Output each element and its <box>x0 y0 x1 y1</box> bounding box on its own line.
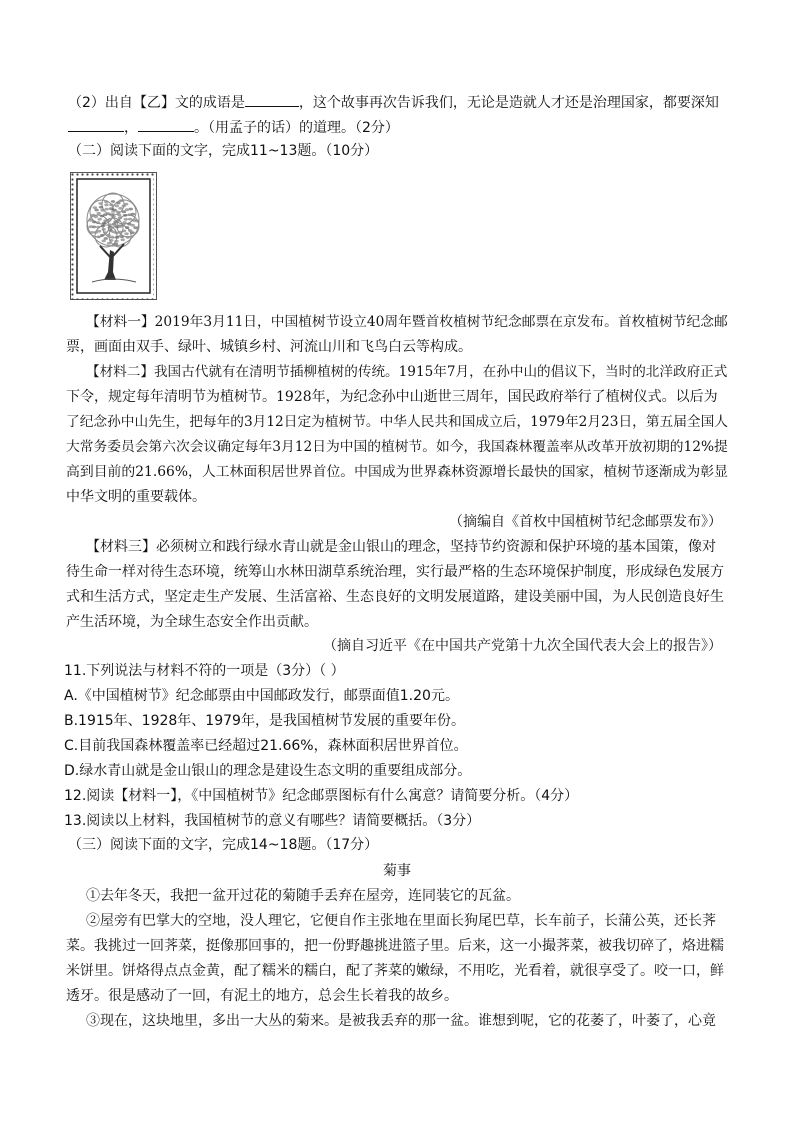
tree-leaf <box>124 203 128 206</box>
material3-line: 【材料三】必须树立和践行绿水青山就是金山银山的理念，坚持节约资源和保护环境的基本国策，像对 <box>86 539 716 555</box>
tree-stamp-image <box>70 172 157 300</box>
tree-leaf <box>116 202 120 205</box>
tree-leaf <box>106 234 110 237</box>
tree-leaf <box>97 212 101 215</box>
tree-leaf <box>103 213 107 216</box>
tree-leaf <box>107 219 111 222</box>
tree-leaf <box>124 232 128 235</box>
story-line: 菜。我挑过一回荠菜，挺像那回事的，把一份野趣挑进篮子里。后来，这一小撮荠菜，被我切碎了，烙进糯 <box>66 938 724 954</box>
material3-line: 产生活环境，为全球生态安全作出贡献。 <box>66 614 318 630</box>
material2-line: 了纪念孙中山先生，把每年的3月12日定为植树节。中华人民共和国成立后，1979年2月23日，第五届全国人 <box>66 414 728 430</box>
tree-leaf <box>96 226 100 229</box>
tree-leaf <box>122 210 126 213</box>
tree-leaf <box>129 208 133 211</box>
tree-leaf <box>104 201 108 204</box>
material2-line: 下令，规定每年清明节为植树节。1928年，为纪念孙中山逝世三周年，国民政府举行了植树仪式。以后为 <box>66 389 718 405</box>
story-paragraph: ②屋旁有巴掌大的空地，没人理它，它便自作主张地在里面长狗尾巴草，长车前子，长蒲公英，还长荠 <box>86 913 716 929</box>
tree-leaf <box>121 238 125 241</box>
tree-leaf <box>116 219 120 222</box>
tree-leaf <box>96 236 100 239</box>
tree-leaf <box>96 221 100 224</box>
tree-leaf <box>107 242 111 245</box>
material3-line: 待生命一样对待生态环境，统筹山水林田湖草系统治理，实行最严格的生态环境保护制度，形成绿色发展方 <box>66 564 724 580</box>
tree-leaf <box>118 216 122 219</box>
tree-leaf <box>102 222 106 225</box>
tree-leaf <box>105 208 109 211</box>
tree-leaf <box>128 218 132 221</box>
tree-leaf <box>131 224 135 227</box>
tree-leaf <box>123 214 127 217</box>
tree-leaf <box>94 231 98 234</box>
q11-stem: 11.下列说法与材料不符的一项是（3分）（ ） <box>64 663 345 679</box>
tree-leaf <box>125 208 129 211</box>
tree-leaf <box>115 205 119 208</box>
tree-leaf <box>91 214 95 217</box>
q10-2-text-b: ，这个故事再次告诉我们，无论是造就人才还是治理国家，都要深知 <box>298 95 719 111</box>
tree-leaf <box>114 243 118 246</box>
q10-2-line2 <box>68 117 399 137</box>
tree-leaf <box>115 236 119 239</box>
answer-blank[interactable] <box>138 117 194 132</box>
tree-leaf <box>94 209 98 212</box>
tree-leaf <box>109 214 113 217</box>
answer-blank[interactable] <box>68 117 124 132</box>
tree-leaf <box>99 206 103 209</box>
tree-leaf <box>104 237 108 240</box>
tree-leaf <box>118 231 122 234</box>
q13-stem: 13.阅读以上材料，我国植树节的意义有哪些？请简要概括。（3分） <box>64 813 481 829</box>
tree-leaf <box>130 231 134 234</box>
q11-option-a[interactable]: A.《中国植树节》纪念邮票由中国邮政发行，邮票面值1.20元。 <box>64 688 459 704</box>
tree-leaf <box>98 202 102 205</box>
tree-leaf <box>102 228 106 231</box>
material2-line: 【材料二】我国古代就有在清明节插柳植树的传统。1915年7月，在孙中山的倡议下，当时的北洋政府正式 <box>86 364 728 380</box>
tree-leaf <box>108 223 112 226</box>
tree-leaf <box>110 236 114 239</box>
tree-leaf <box>118 207 122 210</box>
tree-leaf <box>118 225 122 228</box>
tree-leaf <box>111 200 115 203</box>
tree-leaf <box>117 214 121 217</box>
tree-leaf <box>125 226 129 229</box>
q11-option-d[interactable]: D.绿水青山就是金山银山的理念是建设生态文明的重要组成部分。 <box>64 763 472 779</box>
tree-leaf <box>109 204 113 207</box>
tree-leaf <box>124 218 128 221</box>
tree-leaf <box>101 225 105 228</box>
tree-leaf <box>92 221 96 224</box>
tree-leaf <box>135 220 139 223</box>
tree-leaf <box>93 206 97 209</box>
q12-stem: 12.阅读【材料一】，《中国植树节》纪念邮票图标有什么寓意？请简要分析。（4分） <box>64 788 579 804</box>
tree-leaf <box>112 223 116 226</box>
material2-line: 高到目前的21.66%，人工林面积居世界首位。中国成为世界森林资源增长最快的国家，植树节逐渐成为彰显 <box>66 464 728 480</box>
q10-2-text-d: 。（用孟子的话）的道理。（2分） <box>194 120 399 136</box>
section2-heading: （二）阅读下面的文字，完成11~13题。（10分） <box>68 143 379 159</box>
story-line: 米饼里。饼烙得点点金黄，配了糯米的糯白，配了荠菜的嫩绿，不用吃，光看着，就很享受了。咬一口，鲜 <box>66 963 724 979</box>
tree-leaf <box>111 231 115 234</box>
tree-leaf <box>98 218 102 221</box>
story-paragraph: ③现在，这块地里，多出一大丛的菊来。是被我丢弃的那一盆。谁想到呢，它的花萎了，叶萎了，心竟 <box>86 1013 716 1029</box>
tree-leaf <box>102 240 106 243</box>
tree-leaf <box>113 209 117 212</box>
tree-leaf <box>89 225 93 228</box>
answer-blank[interactable] <box>245 92 299 107</box>
q10-2-text-c: ， <box>124 120 138 136</box>
tree-leaf <box>120 235 124 238</box>
tree-leaf <box>122 221 126 224</box>
q10-2-text-a: （2）出自【乙】文的成语是 <box>68 95 245 111</box>
story-line: 透牙。很是感动了一回，有泥土的地方，总会生长着我的故乡。 <box>66 988 458 1004</box>
tree-leaf <box>131 213 135 216</box>
q10-2-line1 <box>68 92 719 112</box>
tree-leaf <box>100 209 104 212</box>
q11-option-b[interactable]: B.1915年、1928年、1979年，是我国植树节发展的重要年份。 <box>64 713 465 729</box>
source-citation: （摘自习近平《在中国共产党第十九次全国代表大会上的报告》） <box>323 638 722 654</box>
material2-line: 中华文明的重要载体。 <box>66 489 206 505</box>
tree-leaf <box>108 226 112 229</box>
tree-leaf <box>109 239 113 242</box>
material1-line: 票，画面由双手、绿叶、城镇乡村、河流山川和飞鸟白云等构成。 <box>66 339 472 355</box>
source-citation: （摘编自《首枚中国植树节纪念邮票发布》） <box>449 514 722 530</box>
tree-leaf <box>126 236 130 239</box>
tree-leaf <box>104 204 108 207</box>
material3-line: 式和生活方式，坚定走生产发展、生活富裕、生态良好的文明发展道路，建设美丽中国，为人民创造良好生 <box>66 589 724 605</box>
q11-option-c[interactable]: C.目前我国森林覆盖率已经超过21.66%，森林面积居世界首位。 <box>64 738 468 754</box>
tree-leaf <box>103 231 107 234</box>
material2-line: 大常务委员会第六次会议确定每年3月12日为中国的植树节。如今，我国森林覆盖率从改革开放初期的12%提 <box>66 439 728 455</box>
tree-leaf <box>116 211 120 214</box>
section3-heading: （三）阅读下面的文字，完成14~18题。（17分） <box>68 837 379 853</box>
tree-leaf <box>119 199 123 202</box>
story-paragraph: ①去年冬天，我把一盆开过花的菊随手丢弃在屋旁，连同装它的瓦盆。 <box>86 888 520 904</box>
tree-leaf <box>133 226 137 229</box>
tree-stamp-icon <box>70 172 157 300</box>
tree-leaf <box>100 234 104 237</box>
material1-line: 【材料一】2019年3月11日，中国植树节设立40周年暨首枚植树节纪念邮票在京发布。首枚植树节纪念邮 <box>86 314 728 330</box>
story-title: 菊事 <box>383 863 411 879</box>
tree-leaf <box>114 240 118 243</box>
